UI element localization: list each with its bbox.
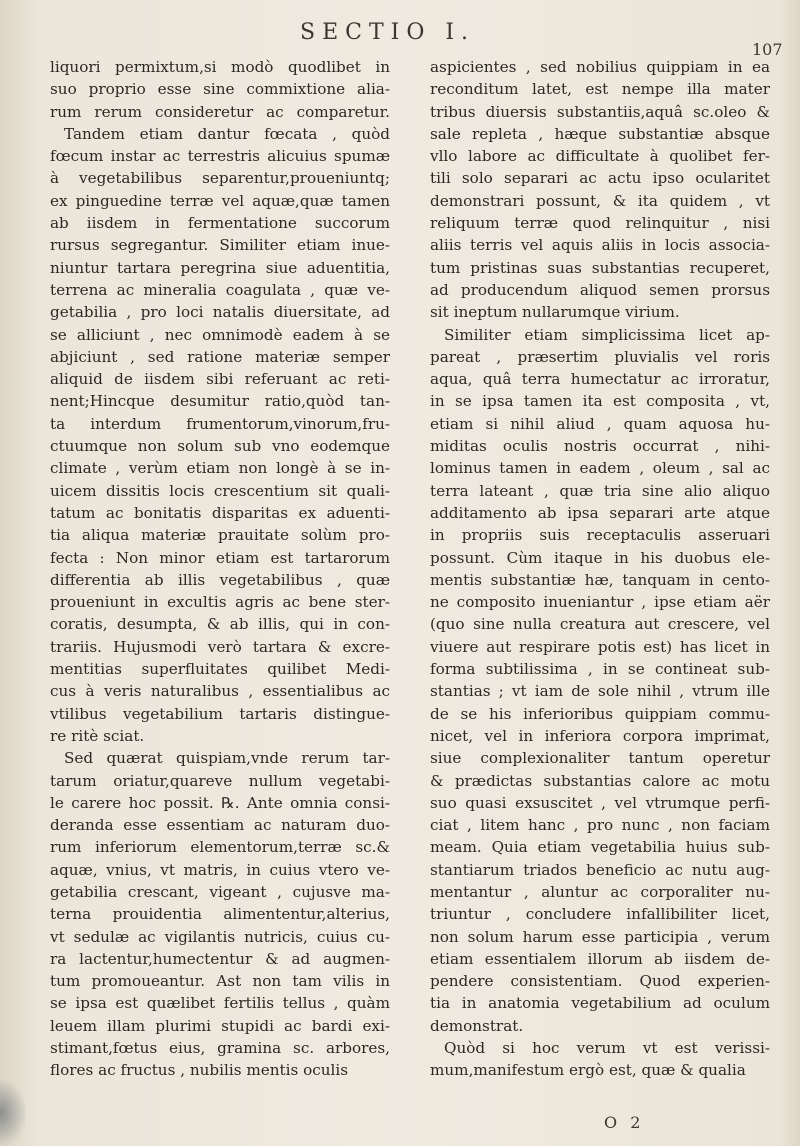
- text-line: tum pristinas suas substantias recuperet,: [430, 258, 770, 277]
- text-line: coratis, desumpta, & ab illis, qui in con-: [50, 615, 390, 634]
- text-line: suo proprio esse sine commixtione alia-: [50, 80, 390, 99]
- text-line: reliquum terræ quod relinquitur , nisi: [430, 214, 770, 233]
- text-line: mum,manifestum ergò est, quæ & qualia: [430, 1061, 746, 1080]
- right-column: [430, 56, 770, 1082]
- text-line: à vegetabilibus separentur,proueniuntq;: [50, 169, 390, 188]
- text-line: rum inferiorum elementorum,terræ sc.&: [50, 838, 390, 857]
- text-line: proueniunt in excultis agris ac bene ster-: [50, 593, 390, 612]
- text-line: uicem dissitis locis crescentium sit quali-: [50, 481, 390, 500]
- text-line: possunt. Cùm itaque in his duobus ele-: [430, 548, 770, 567]
- text-line: nent;Hincque desumitur ratio,quòd tan-: [50, 392, 390, 411]
- text-line: siue complexionaliter tantum operetur: [430, 749, 770, 768]
- text-line: differentia ab illis vegetabilibus , quæ: [50, 570, 390, 589]
- text-line: in propriis suis receptaculis asseruari: [430, 526, 770, 545]
- left-column: [50, 56, 390, 1082]
- text-line: leuem illam plurimi stupidi ac bardi exi-: [50, 1016, 390, 1035]
- text-line: aspicientes , sed nobilius quippiam in ea: [430, 58, 770, 76]
- text-line: flores ac fructus , nubilis mentis oculis: [50, 1061, 349, 1080]
- text-line: ex pinguedine terræ vel aquæ,quæ tamen: [50, 191, 390, 210]
- text-line: tia in anatomia vegetabilium ad oculum: [430, 994, 770, 1013]
- text-line: etiam si nihil aliud , quam aquosa hu-: [430, 414, 770, 433]
- text-line: reconditum latet, est nempe illa mater: [430, 80, 770, 99]
- text-line: aquæ, vnius, vt matris, in cuius vtero ve-: [50, 860, 390, 879]
- text-line: sit ineptum nullarumque virium.: [430, 303, 680, 322]
- text-line: cus à veris naturalibus , essentialibus ac: [50, 682, 390, 701]
- text-line: Sed quærat quispiam,vnde rerum tar-: [64, 749, 390, 768]
- text-line: Quòd si hoc verum vt est verissi-: [444, 1039, 770, 1058]
- text-line: aqua, quâ terra humectatur ac irroratur,: [430, 370, 770, 389]
- page-stain: [0, 1080, 26, 1146]
- text-line: pendere consistentiam. Quod experien-: [430, 972, 770, 991]
- text-line: lominus tamen in eadem , oleum , sal ac: [430, 459, 770, 478]
- text-line: meam. Quia etiam vegetabilia huius sub-: [430, 838, 770, 857]
- signature-mark: O 2: [604, 1113, 645, 1132]
- text-line: mentitias superfluitates quilibet Medi-: [50, 660, 390, 679]
- text-line: se ipsa est quælibet fertilis tellus , quàm: [50, 994, 390, 1013]
- text-line: viuere aut respirare potis est) has licet in: [430, 637, 770, 656]
- page-number: 107: [752, 40, 783, 59]
- text-line: fecta : Non minor etiam est tartarorum: [50, 548, 390, 567]
- text-line: demonstrat.: [430, 1016, 524, 1035]
- text-line: getabilia , pro loci natalis diuersitate, ad: [50, 303, 390, 322]
- text-line: tum promoueantur. Ast non tam vilis in: [50, 972, 390, 991]
- text-line: triuntur , concludere infallibiliter licet,: [430, 905, 770, 924]
- text-line: tatum ac bonitatis disparitas ex aduenti-: [50, 503, 390, 522]
- text-line: ra lactentur,humectentur & ad augmen-: [50, 949, 390, 968]
- text-line: (quo sine nulla creatura aut crescere, vel: [430, 615, 770, 634]
- text-line: rursus segregantur. Similiter etiam inue-: [50, 236, 390, 255]
- text-line: liquori permixtum,si modò quodlibet in: [50, 58, 390, 76]
- text-line: abjiciunt , sed ratione materiæ semper: [50, 347, 390, 366]
- text-line: ciat , litem hanc , pro nunc , non faciam: [430, 816, 770, 835]
- text-line: vt sedulæ ac vigilantis nutricis, cuius cu-: [50, 927, 390, 946]
- text-line: ne composito inueniantur , ipse etiam aër: [430, 593, 770, 612]
- text-line: & prædictas substantias calore ac motu: [430, 771, 770, 790]
- text-line: tili solo separari ac actu ipso ocularitet: [430, 169, 770, 188]
- text-line: aliis terris vel aquis aliis in locis associa-: [430, 236, 770, 255]
- text-line: le carere hoc possit. ℞. Ante omnia consi-: [50, 793, 390, 812]
- text-line: mentantur , aluntur ac corporaliter nu-: [430, 882, 770, 901]
- text-line: Similiter etiam simplicissima licet ap-: [444, 325, 770, 344]
- text-line: trariis. Hujusmodi verò tartara & excre-: [50, 637, 390, 656]
- text-line: sale repleta , hæque substantiæ absque: [430, 124, 770, 143]
- text-line: forma subtilissima , in se contineat sub-: [430, 660, 770, 679]
- text-line: ctuumque non solum sub vno eodemque: [50, 437, 390, 456]
- text-line: vllo labore ac difficultate à quolibet fer-: [430, 147, 770, 166]
- text-line: de se his inferioribus quippiam commu-: [430, 704, 770, 723]
- text-line: nicet, vel in inferiora corpora imprimat,: [430, 726, 770, 745]
- text-line: vtilibus vegetabilium tartaris distingue-: [50, 704, 390, 723]
- text-line: stantias ; vt iam de sole nihil , vtrum ille: [430, 682, 770, 701]
- text-line: ab iisdem in fermentatione succorum: [50, 214, 390, 233]
- text-line: tribus diuersis substantiis,aquâ sc.oleo &: [430, 102, 770, 121]
- text-line: pareat , præsertim pluvialis vel roris: [430, 347, 770, 366]
- text-line: rum rerum consideretur ac comparetur.: [50, 102, 390, 121]
- text-line: terna prouidentia alimententur,alterius,: [50, 905, 390, 924]
- text-line: fœcum instar ac terrestris alicuius spumæ: [50, 147, 390, 166]
- text-line: aliquid de iisdem sibi referuant ac reti-: [50, 370, 390, 389]
- running-head: [0, 12, 800, 59]
- text-line: in se ipsa tamen ita est composita , vt,: [430, 392, 770, 411]
- text-line: ad producendum aliquod semen prorsus: [430, 280, 770, 299]
- text-line: etiam essentialem illorum ab iisdem de-: [430, 949, 770, 968]
- text-line: tia aliqua materiæ prauitate solùm pro-: [50, 526, 390, 545]
- text-line: non solum harum esse participia , verum: [430, 927, 770, 946]
- text-line: additamento ab ipsa separari arte atque: [430, 503, 770, 522]
- text-line: niuntur tartara peregrina siue aduentitia,: [50, 258, 390, 277]
- text-line: miditas oculis nostris occurrat , nihi-: [430, 437, 770, 456]
- text-line: demonstrari possunt, & ita quidem , vt: [430, 191, 770, 210]
- text-line: tarum oriatur,quareve nullum vegetabi-: [50, 771, 390, 790]
- text-line: suo quasi exsuscitet , vel vtrumque perfi-: [430, 793, 770, 812]
- text-line: getabilia crescant, vigeant , cujusve ma-: [50, 882, 390, 901]
- text-line: re ritè sciat.: [50, 726, 145, 745]
- text-line: se alliciunt , nec omnimodè eadem à se: [50, 325, 390, 344]
- text-line: Tandem etiam dantur fœcata , quòd: [64, 124, 390, 143]
- text-line: mentis substantiæ hæ, tanquam in cento-: [430, 570, 770, 589]
- text-line: deranda esse essentiam ac naturam duo-: [50, 816, 390, 835]
- text-line: terrena ac mineralia coagulata , quæ ve-: [50, 280, 390, 299]
- text-line: climate , verùm etiam non longè à se in-: [50, 459, 390, 478]
- text-line: stantiarum triados beneficio ac nutu aug-: [430, 860, 770, 879]
- text-line: stimant,fœtus eius, gramina sc. arbores,: [50, 1039, 390, 1058]
- text-line: ta interdum frumentorum,vinorum,fru-: [50, 414, 390, 433]
- text-line: terra lateant , quæ tria sine alio aliquo: [430, 481, 770, 500]
- section-title: SECTIO I.: [300, 20, 476, 45]
